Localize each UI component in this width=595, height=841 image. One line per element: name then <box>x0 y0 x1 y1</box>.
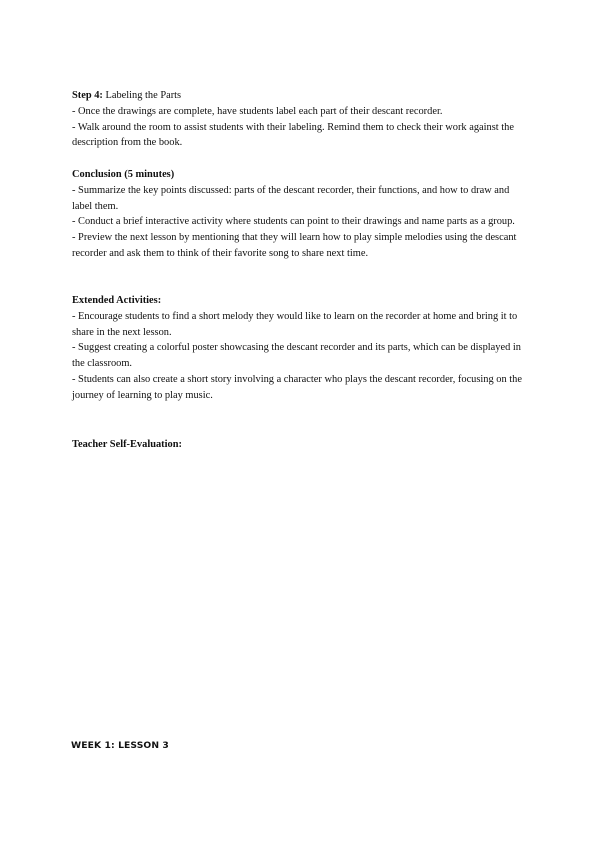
extended-activities-section <box>72 293 524 404</box>
week-lesson-heading: WEEK 1: LESSON 3 <box>71 740 169 751</box>
conclusion-heading: Conclusion (5 minutes) <box>72 169 175 180</box>
extended-activities-heading: Extended Activities: <box>72 295 162 306</box>
conclusion-line-3: - Preview the next lesson by mentioning that they will learn how to play simple melodies using the descant recorder and ask them to think of their favorite song to share next time. <box>72 232 517 259</box>
conclusion-line-2: - Conduct a brief interactive activity where students can point to their drawings and name parts as a group. <box>72 216 515 228</box>
conclusion-section <box>72 167 524 262</box>
step-4-title: Labeling the Parts <box>105 90 182 101</box>
extended-activities-line-1: - Encourage students to find a short melody they would like to learn on the recorder at home and bring it to share in the next lesson. <box>72 310 518 338</box>
extended-activities-line-3: - Students can also create a short story involving a character who plays the descant recorder, focusing on the journey of learning to play music. <box>72 373 522 401</box>
step-4-line-1: - Once the drawings are complete, have students label each part of their descant recorder. <box>72 105 443 117</box>
self-evaluation-section <box>72 437 524 453</box>
step-4-section <box>72 88 524 151</box>
step-4-heading-line <box>72 88 524 104</box>
self-evaluation-heading: Teacher Self-Evaluation: <box>72 439 182 450</box>
step-4-label: Step 4: <box>72 90 103 101</box>
extended-activities-line-2: - Suggest creating a colorful poster showcasing the descant recorder and its parts, which can be displayed in the classroom. <box>72 342 521 370</box>
conclusion-line-1: - Summarize the key points discussed: parts of the descant recorder, their functions, and how to draw and label them. <box>72 184 510 212</box>
step-4-line-2: - Walk around the room to assist students with their labeling. Remind them to check their work against the description from the book. <box>72 121 514 149</box>
